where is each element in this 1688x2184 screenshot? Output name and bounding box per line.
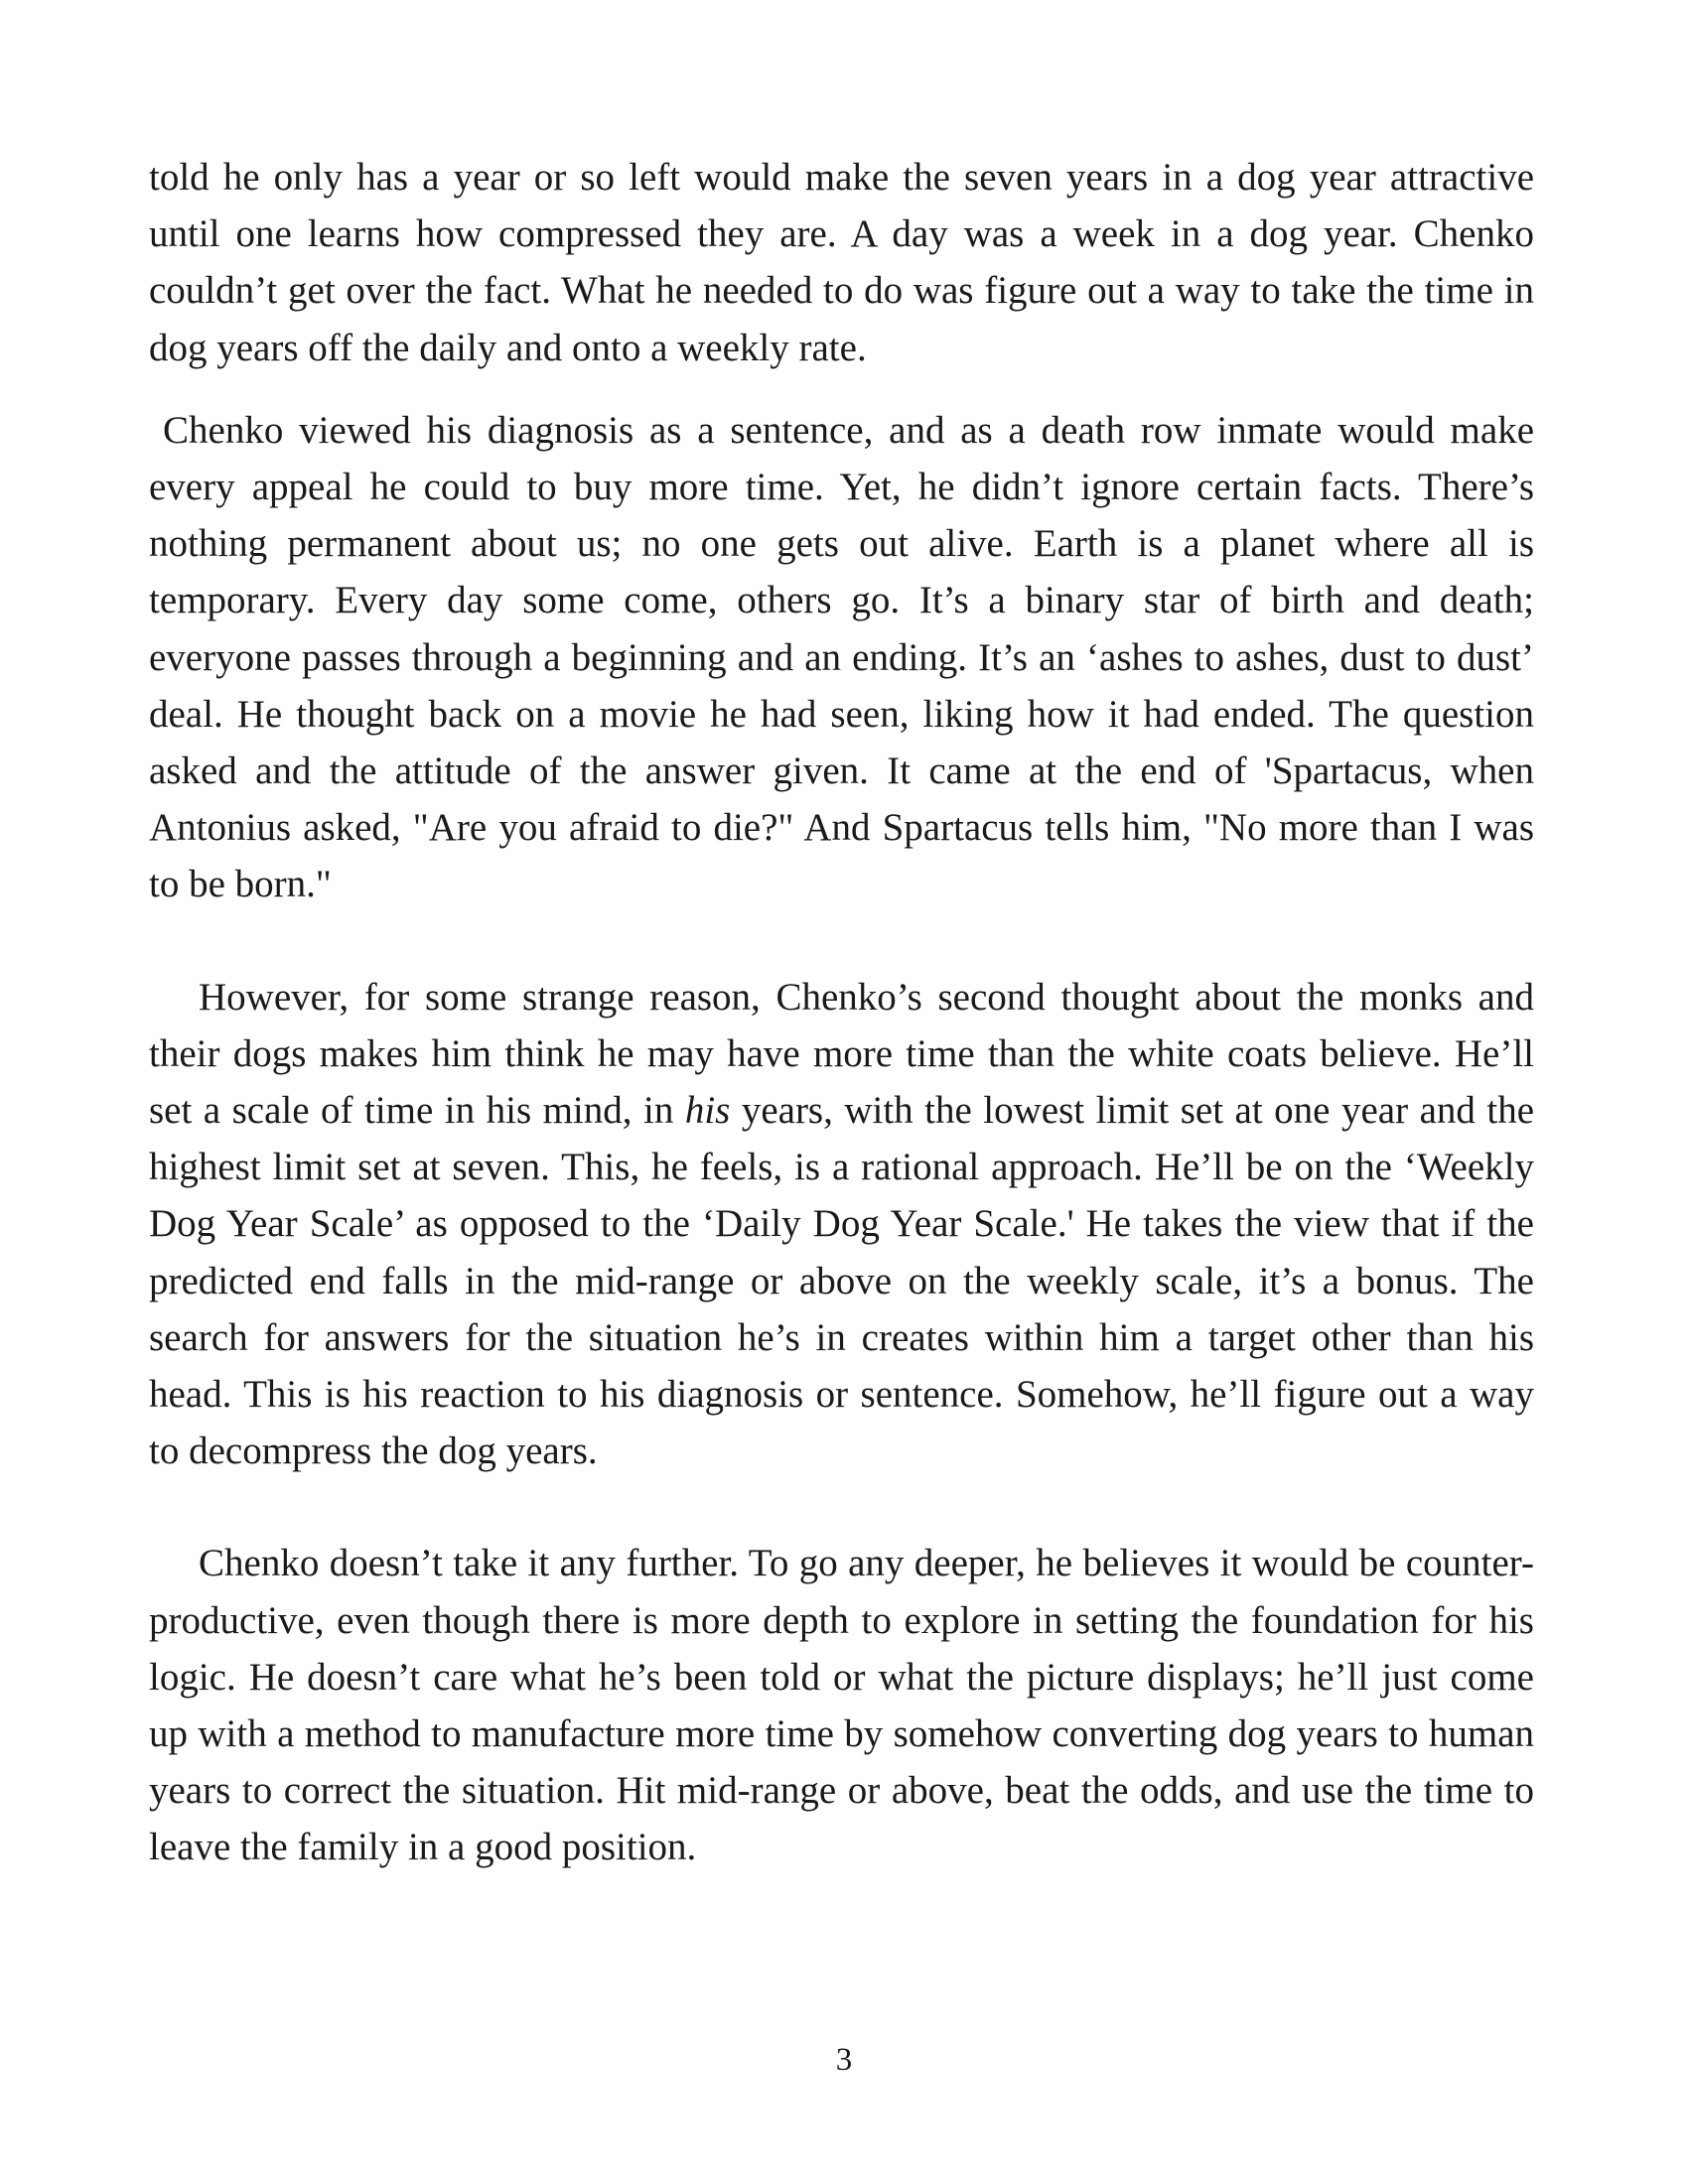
page-number: 3 [835, 2042, 853, 2078]
paragraph-1: told he only has a year or so left would make the seven years in a dog year attractive until one learns how compressed they are. A day was a week in a dog year. Chenko couldn’t get over the fact. What he needed to do was figure out a way to take the time in dog years off the daily and onto a weekly rate. [149, 156, 1534, 369]
paragraph-3 [149, 969, 1534, 1480]
paragraph-3-part-1: However, for some strange reason, Chenko’s second thought about the monks and their dogs makes him think he may have more time than the white coats believe. He’ll set a scale of time in his mind, in [149, 975, 1534, 1133]
paragraph-3-part-2: years, with the lowest limit set at one year and the highest limit set at seven. This, he feels, is a rational approach. He’ll be on the ‘Weekly Dog Year Scale’ as opposed to the ‘Daily Dog Year Scale.' He takes the view that if the predicted end falls in the mid-range or above on the weekly scale, it’s a bonus. The search for answers for the situation he’s in creates within him a target other than his head. This is his reaction to his diagnosis or sentence. Somehow, he’ll figure out a way to decompress the dog years. [149, 1089, 1535, 1473]
paragraph-4: Chenko doesn’t take it any further. To go any deeper, he believes it would be counter-productive, even though there is more depth to explore in setting the foundation for his logic. He doesn’t care what he’s been told or what the picture displays; he’ll just come up with a method to manufacture more time by somehow converting dog years to human years to correct the situation. Hit mid-range or above, beat the odds, and use the time to leave the family in a good position. [149, 1542, 1534, 1869]
body-text [149, 149, 1534, 1876]
paragraph-2: Chenko viewed his diagnosis as a sentence, and as a death row inmate would make every appeal he could to buy more time. Yet, he didn’t ignore certain facts. There’s nothing permanent about us; no one gets out alive. Earth is a planet where all is temporary. Every day some come, others go. It’s a binary star of birth and death; everyone passes through a beginning and an ending. It’s an ‘ashes to ashes, dust to dust’ deal. He thought back on a movie he had seen, liking how it had ended. The question asked and the attitude of the answer given. It came at the end of 'Spartacus, when Antonius asked, "Are you afraid to die?" And Spartacus tells him, "No more than I was to be born." [149, 408, 1534, 906]
paragraph-3-emphasis: his [684, 1089, 731, 1133]
